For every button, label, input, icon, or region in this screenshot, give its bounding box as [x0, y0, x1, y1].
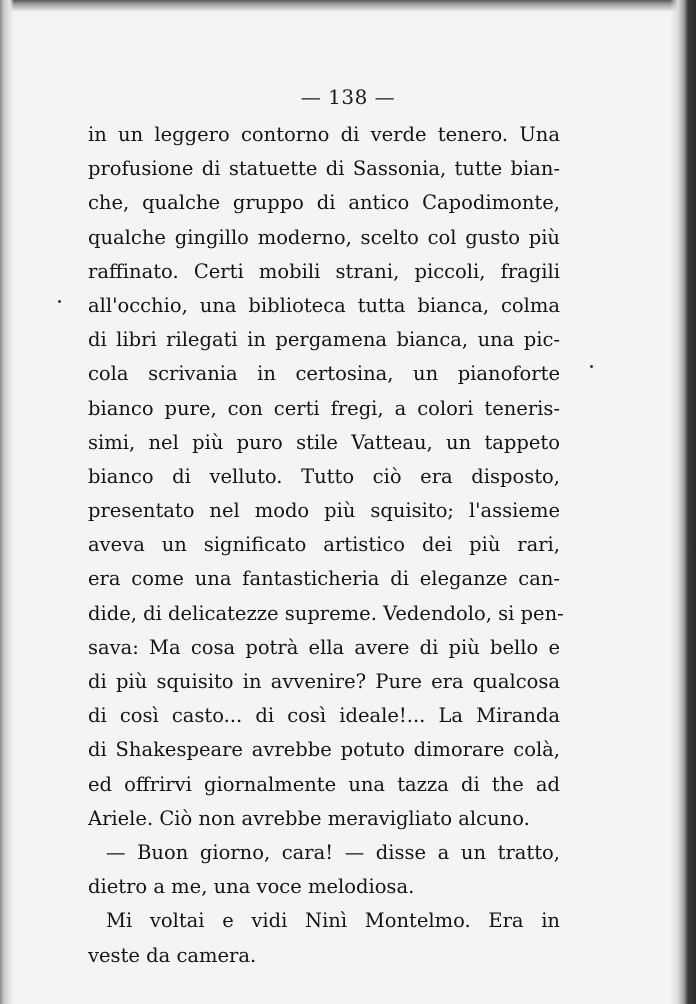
text-line: di Shakespeare avrebbe potuto dimorare colà, [88, 738, 560, 762]
text-line: simi, nel più puro stile Vatteau, un tappeto [88, 430, 560, 454]
text-line: Mi voltai e vidi Ninì Montelmo. Era in [106, 909, 560, 933]
text-line: che, qualche gruppo di antico Capodimonte, [88, 191, 560, 215]
text-line: all'occhio, una biblioteca tutta bianca, colma [88, 293, 560, 317]
text-line: dietro a me, una voce melodiosa. [88, 875, 415, 899]
page-right-edge [670, 0, 696, 1004]
page-top-edge [0, 0, 696, 12]
text-line: presentato nel modo più squisito; l'assieme [88, 499, 560, 523]
text-line: profusione di statuette di Sassonia, tutte bian- [88, 157, 560, 181]
page-number: — 138 — [300, 85, 396, 109]
body-text [88, 118, 564, 973]
text-line: bianco di velluto. Tutto ciò era disposto, [88, 464, 560, 488]
text-line: ed offrirvi giornalmente una tazza di the ad [88, 772, 560, 796]
text-line: cola scrivania in certosina, un pianoforte [88, 362, 560, 386]
text-line: di libri rilegati in pergamena bianca, una pic- [88, 328, 560, 352]
text-line: di più squisito in avvenire? Pure era qualcosa [88, 670, 560, 693]
text-line: bianco pure, con certi fregi, a colori teneris- [88, 396, 560, 420]
text-line: aveva un significato artistico dei più rari, [88, 533, 560, 557]
scan-speck [688, 545, 690, 555]
scan-speck [58, 300, 61, 303]
text-line: di così casto... di così ideale!... La Miranda [88, 704, 560, 728]
text-line: dide, di delicatezze supreme. Vedendolo, si pen- [88, 601, 564, 625]
text-line: in un leggero contorno di verde tenero. Una [88, 123, 560, 146]
text-line: raffinato. Certi mobili strani, piccoli, fragili [88, 259, 560, 283]
text-line: Ariele. Ciò non avrebbe meravigliato alcuno. [88, 806, 530, 830]
text-line: qualche gingillo moderno, scelto col gusto più [88, 225, 560, 249]
text-line: — Buon giorno, cara! — disse a un tratto, [106, 840, 560, 864]
page-binding-gutter [0, 0, 14, 1004]
text-line: era come una fantasticheria di eleganze can- [88, 567, 560, 591]
scan-speck [590, 365, 593, 368]
text-line: veste da camera. [88, 943, 257, 967]
text-line: sava: Ma cosa potrà ella avere di più bello e [88, 635, 560, 659]
